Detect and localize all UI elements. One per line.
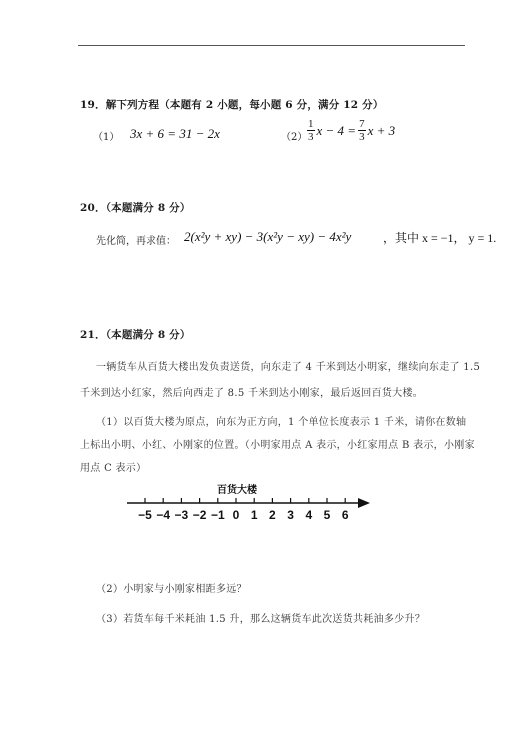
number-line-tick-label: −3 xyxy=(174,508,189,522)
number-line-tick-label: 0 xyxy=(232,508,240,522)
q20-condition: ，其中 x = −1， y = 1. xyxy=(383,231,497,245)
q20-expression: 2(x²y + xy) − 3(x²y − xy) − 4x²y xyxy=(184,229,352,244)
number-line-tick-label: −2 xyxy=(192,508,207,522)
number-line-tick-label: −5 xyxy=(138,508,152,522)
q21-intro-line1: 一辆货车从百货大楼出发负责送货，向东走了 4 千米到达小明家，继续向东走了 1.5 xyxy=(96,362,481,373)
q19-part1-equation: 3x + 6 = 31 − 2x xyxy=(130,126,220,141)
number-line-label: 百货大楼 xyxy=(217,485,257,496)
number-line-tick-label: −1 xyxy=(210,508,225,522)
number-line-tick-label: 4 xyxy=(305,508,313,522)
fraction-one-third: $\frac{1}{3}$ xyxy=(308,118,314,143)
q19-part2-middle: x − 4 = xyxy=(316,123,357,138)
q21-intro-line2: 千米到达小红家，然后向西走了 8.5 千米到达小刚家，最后返回百货大楼。 xyxy=(80,388,424,399)
number-line-tick-label: 2 xyxy=(269,508,276,522)
q21-part1-line1: （1）以百货大楼为原点，向东为正方向，1 个单位长度表示 1 千米，请你在数轴 xyxy=(96,417,467,428)
number-line-tick-label: 1 xyxy=(250,508,258,522)
q21-part2: （2）小明家与小刚家相距多远？ xyxy=(96,584,247,595)
q19-part1-label: （1） xyxy=(93,132,120,143)
fraction-seven-thirds: $\frac{7}{3}$ xyxy=(359,118,365,143)
number-line-tick-label: −4 xyxy=(156,508,171,522)
q21-title: 21．（本题满分 8 分） xyxy=(80,329,191,341)
q19-part2-label: （2） xyxy=(281,132,308,143)
q21-part3: （3）若货车每千米耗油 1.5 升，那么这辆货车此次送货共耗油多少升？ xyxy=(96,614,426,625)
q19-part2-end: x + 3 xyxy=(367,123,396,138)
number-line-tick-label: 5 xyxy=(323,508,331,522)
q19-part2-equation xyxy=(305,118,395,143)
top-rule xyxy=(78,45,465,46)
number-line xyxy=(127,482,377,532)
q21-part1-line3: 用点 C 表示） xyxy=(80,463,147,474)
q19-title: 19．解下列方程（本题有 2 小题，每小题 6 分，满分 12 分） xyxy=(80,99,384,111)
number-line-arrow-icon xyxy=(358,498,370,508)
number-line-tick-label: 3 xyxy=(287,508,294,522)
q20-title: 20．（本题满分 8 分） xyxy=(80,202,191,214)
number-line-tick-label: 6 xyxy=(341,508,349,522)
q20-prefix: 先化简，再求值： xyxy=(96,236,176,247)
q21-part1-line2: 上标出小明、小红、小刚家的位置。（小明家用点 A 表示，小红家用点 B 表示，小刚家 xyxy=(80,440,475,451)
